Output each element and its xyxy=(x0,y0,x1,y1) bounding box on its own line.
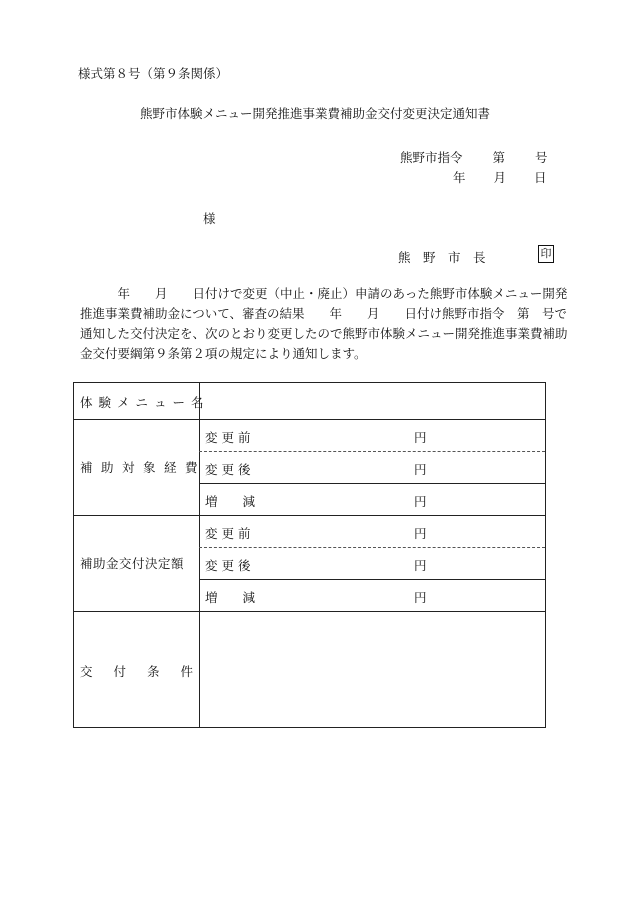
date-year: 年 xyxy=(453,170,466,185)
yen-unit: 円 xyxy=(414,526,427,541)
body-line-1: 年 月 日付けで変更（中止・廃止）申請のあった熊野市体験メニュー開発 xyxy=(80,286,568,301)
grant-before-label: 変更前 xyxy=(205,526,255,541)
row-divider xyxy=(199,579,545,580)
seal-box: 印 xyxy=(538,245,554,263)
yen-unit: 円 xyxy=(414,462,427,477)
yen-unit: 円 xyxy=(414,430,427,445)
grant-amount-label: 補助金交付決定額 xyxy=(80,556,185,571)
conditions-label: 交付条件 xyxy=(80,664,215,679)
issue-date xyxy=(453,168,547,186)
row-divider xyxy=(74,611,545,612)
date-month: 月 xyxy=(493,170,507,185)
grant-after-label: 変更後 xyxy=(205,558,255,573)
expense-diff-label: 増 減 xyxy=(205,494,256,509)
menu-name-label: 体験メニュー名 xyxy=(80,395,210,410)
notification-body xyxy=(80,284,568,364)
row-divider-dashed xyxy=(199,451,545,452)
yen-unit: 円 xyxy=(414,558,427,573)
date-day: 日 xyxy=(534,170,547,185)
grant-diff-label: 増 減 xyxy=(205,590,256,605)
expense-label: 補助対象経費 xyxy=(80,460,207,475)
row-divider-dashed xyxy=(199,547,545,548)
ref-dai: 第 xyxy=(492,150,506,165)
expense-before-label: 変更前 xyxy=(205,430,255,445)
row-divider xyxy=(199,483,545,484)
row-divider xyxy=(74,515,545,516)
body-line-4: 金交付要綱第９条第２項の規定により通知します。 xyxy=(80,346,367,361)
expense-after-label: 変更後 xyxy=(205,462,255,477)
yen-unit: 円 xyxy=(414,590,427,605)
sender-name xyxy=(398,248,486,266)
body-line-3: 通知した交付決定を、次のとおり変更したので熊野市体験メニュー開発推進事業費補助 xyxy=(80,326,568,341)
body-line-2: 推進事業費補助金について、審査の結果 年 月 日付け熊野市指令 第 号で xyxy=(80,306,568,321)
addressee-honorific: 様 xyxy=(203,211,216,226)
issuer-reference xyxy=(400,148,548,166)
ref-go: 号 xyxy=(535,150,548,165)
document-title: 熊野市体験メニュー開発推進事業費補助金交付変更決定通知書 xyxy=(139,106,490,121)
row-divider xyxy=(74,419,545,420)
form-number: 様式第８号（第９条関係） xyxy=(78,66,229,81)
yen-unit: 円 xyxy=(414,494,427,509)
details-table xyxy=(73,382,546,728)
ref-prefix: 熊野市指令 xyxy=(400,150,463,165)
mayor-title: 熊 野 市 長 xyxy=(398,250,486,265)
